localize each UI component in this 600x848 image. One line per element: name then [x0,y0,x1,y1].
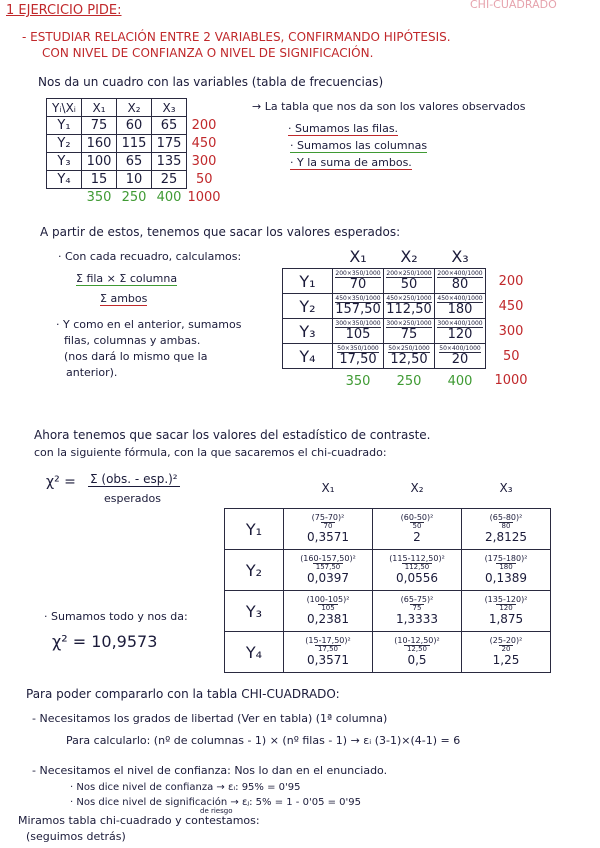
cell-formula: 50×350/1000 [337,344,379,352]
table-cell: 15 [82,171,117,189]
chi-formula-lhs: χ² = [46,474,76,490]
table-cell: 100 [82,153,117,171]
table-cell: 65 [152,117,187,135]
step-rows: · Sumamos las filas. [288,122,399,135]
cell-denominator: 50 [410,522,425,531]
cell-denominator: 80 [499,522,514,531]
expected-formula-denominator: Σ ambos [100,292,148,305]
row-header: Y₂ [47,135,82,153]
sum-note: · Sumamos todo y nos da: [44,610,188,623]
table-cell [435,319,486,344]
row-header: Y₁ [283,269,333,294]
cell-denominator: 112,50 [402,563,433,572]
grand-total: 1000 [187,189,221,205]
cell-value: 157,50 [335,301,381,317]
section3-intro-2: con la siguiente fórmula, con la que sacaremos el chi-cuadrado: [34,446,387,459]
table-cell [462,632,551,673]
cell-value: 0,3571 [307,653,349,668]
cell-formula: (75-70)² [311,512,345,522]
cell-formula: (25-20)² [489,635,523,645]
cell-formula: (60-50)² [400,512,434,522]
cell-value: 0,5 [407,653,427,668]
table-cell [373,550,462,591]
cell-value: 20 [451,351,469,367]
cell-denominator: 75 [410,604,425,613]
col-header: X₁ [82,99,117,117]
table-cell [284,632,373,673]
row-total: 300 [191,154,217,169]
row-header: Y₃ [47,153,82,171]
table-cell: 10 [117,171,152,189]
table-cell [462,550,551,591]
row-total: 50 [502,348,520,364]
chi-square-result: χ² = 10,9573 [52,632,158,651]
cell-formula: (135-120)² [484,594,528,604]
row-header: Y₃ [225,591,284,632]
step-both: · Y la suma de ambos. [290,156,412,169]
section4-line-5: · Nos dice nivel de significación → εⱼ: 5% = 1 - 0'05 = 0'95 [70,797,362,808]
table-cell [284,591,373,632]
col-total: 250 [121,190,147,205]
section4-line-1: - Necesitamos los grados de libertad (Ver en tabla) (1ª columna) [32,712,388,725]
table-cell: 135 [152,153,187,171]
section2-method: · Con cada recuadro, calculamos: [58,250,242,263]
table-cell [435,269,486,294]
chi-formula-denominator: esperados [104,492,161,505]
col-header: X₂ [400,246,418,266]
cell-formula: 300×350/1000 [335,319,381,327]
section4-line-2: Para calcularlo: (nº de columnas - 1) × (nº filas - 1) → εᵢ (3-1)×(4-1) = 6 [66,734,461,747]
table-corner: Yᵢ\Xᵢ [47,99,82,117]
cell-formula: (100-105)² [306,594,350,604]
cell-formula: 450×250/1000 [386,294,432,302]
col-header: X₁ [349,246,367,266]
step-columns: · Sumamos las columnas [290,139,428,152]
section4-line-4: · Nos dice nivel de confianza → εᵢ: 95% = 0'95 [70,782,301,793]
table-cell: 25 [152,171,187,189]
cell-value: 1,25 [492,653,520,668]
cell-value: 0,1389 [485,571,527,586]
row-total: 450 [498,298,524,314]
col-header: X₂ [117,99,152,117]
table-cell [333,344,384,369]
col-total: 250 [396,373,422,389]
col-header: X₃ [499,481,513,495]
cell-value: 2 [413,530,421,545]
row-header: Y₁ [47,117,82,135]
table-cell [333,269,384,294]
cell-formula: 300×250/1000 [386,319,432,327]
observed-note: → La tabla que nos da son los valores observados [252,100,526,113]
cell-value: 0,3571 [307,530,349,545]
exercise-title: 1 EJERCICIO PIDE: [6,3,122,18]
section2-note-3: (nos dará lo mismo que la [64,350,208,363]
cell-denominator: 20 [499,645,514,654]
cell-formula: 300×400/1000 [437,319,483,327]
table-cell [373,591,462,632]
row-total: 50 [195,172,213,187]
row-total: 200 [498,273,524,289]
col-total: 400 [156,190,182,205]
cell-value: 1,875 [488,612,524,627]
cell-formula: (175-180)² [484,553,528,563]
chi-formula-numerator: Σ (obs. - esp.)² [90,472,178,486]
col-total: 400 [447,373,473,389]
section2-note-4: anterior). [66,366,118,379]
cell-value: 70 [349,276,367,292]
cell-value: 75 [400,326,418,342]
cell-denominator: 17,50 [315,645,341,654]
table-cell [333,319,384,344]
table-cell: 60 [117,117,152,135]
section2-note-1: · Y como en el anterior, sumamos [56,318,242,331]
cell-value: 2,8125 [485,530,527,545]
cell-formula: (15-17,50)² [305,635,351,645]
table-cell [435,294,486,319]
cell-value: 0,0397 [307,571,349,586]
row-total: 200 [191,118,217,133]
section4-line-7: (seguimos detrás) [26,830,126,843]
cell-formula: 50×250/1000 [388,344,430,352]
table-cell [435,344,486,369]
section4-intro: Para poder compararlo con la tabla CHI-CUADRADO: [26,687,340,701]
section2-note-2: filas, columnas y ambas. [64,334,201,347]
section1-intro: Nos da un cuadro con las variables (tabla de frecuencias) [38,75,384,89]
table-cell: 160 [82,135,117,153]
cell-value: 50 [400,276,418,292]
cell-value: 112,50 [386,301,432,317]
cell-value: 0,0556 [396,571,438,586]
cell-value: 105 [345,326,371,342]
col-header: X₁ [321,481,335,495]
cell-value: 180 [447,301,473,317]
cell-formula: (10-12,50)² [394,635,440,645]
cell-value: 80 [451,276,469,292]
row-header: Y₃ [283,319,333,344]
table-cell [462,509,551,550]
objective-line-2: CON NIVEL DE CONFIANZA O NIVEL DE SIGNIFICACIÓN. [42,46,374,60]
cell-denominator: 70 [321,522,336,531]
cell-formula: (115-112,50)² [389,553,445,563]
row-total: 300 [498,323,524,339]
cell-formula: 450×400/1000 [437,294,483,302]
cell-formula: (160-157,50)² [300,553,356,563]
table-cell: 115 [117,135,152,153]
section2-intro: A partir de estos, tenemos que sacar los valores esperados: [40,225,401,239]
objective-line-1: - ESTUDIAR RELACIÓN ENTRE 2 VARIABLES, CONFIRMANDO HIPÓTESIS. [22,30,451,44]
row-header: Y₂ [225,550,284,591]
cell-value: 120 [447,326,473,342]
row-header: Y₁ [225,509,284,550]
cell-denominator: 12,50 [404,645,430,654]
table-cell [284,550,373,591]
cell-formula: 200×250/1000 [386,269,432,277]
cell-denominator: 120 [496,604,515,613]
col-header: X₃ [152,99,187,117]
col-header: X₃ [451,246,469,266]
cell-value: 12,50 [390,351,428,367]
cell-formula: 200×350/1000 [335,269,381,277]
topic-label: CHI-CUADRADO [470,0,557,11]
expected-formula-numerator: Σ fila × Σ columna [76,272,178,285]
table-cell [384,344,435,369]
table-cell: 65 [117,153,152,171]
table-cell: 175 [152,135,187,153]
table-cell [373,632,462,673]
table-cell [333,294,384,319]
table-cell [384,319,435,344]
row-total: 450 [191,136,217,151]
table-cell [384,269,435,294]
cell-formula: (65-80)² [489,512,523,522]
cell-formula: (65-75)² [400,594,434,604]
col-header: X₂ [410,481,424,495]
cell-denominator: 105 [318,604,337,613]
cell-formula: 200×400/1000 [437,269,483,277]
cell-value: 17,50 [339,351,377,367]
row-header: Y₄ [225,632,284,673]
cell-denominator: 180 [496,563,515,572]
cell-value: 1,3333 [396,612,438,627]
section4-risk-note: de riesgo [200,807,233,815]
col-total: 350 [345,373,371,389]
section4-line-6: Miramos tabla chi-cuadrado y contestamos: [18,814,260,827]
row-header: Y₂ [283,294,333,319]
cell-formula: 450×350/1000 [335,294,381,302]
cell-formula: 50×400/1000 [439,344,481,352]
table-cell [384,294,435,319]
cell-denominator: 157,50 [313,563,344,572]
section4-line-3: - Necesitamos el nivel de confianza: Nos lo dan en el enunciado. [32,764,388,777]
row-header: Y₄ [47,171,82,189]
table-cell [373,509,462,550]
table-cell [284,509,373,550]
cell-value: 0,2381 [307,612,349,627]
section3-intro-1: Ahora tenemos que sacar los valores del estadístico de contraste. [34,428,431,442]
grand-total: 1000 [494,373,528,389]
table-cell: 75 [82,117,117,135]
row-header: Y₄ [283,344,333,369]
col-total: 350 [86,190,112,205]
table-cell [462,591,551,632]
